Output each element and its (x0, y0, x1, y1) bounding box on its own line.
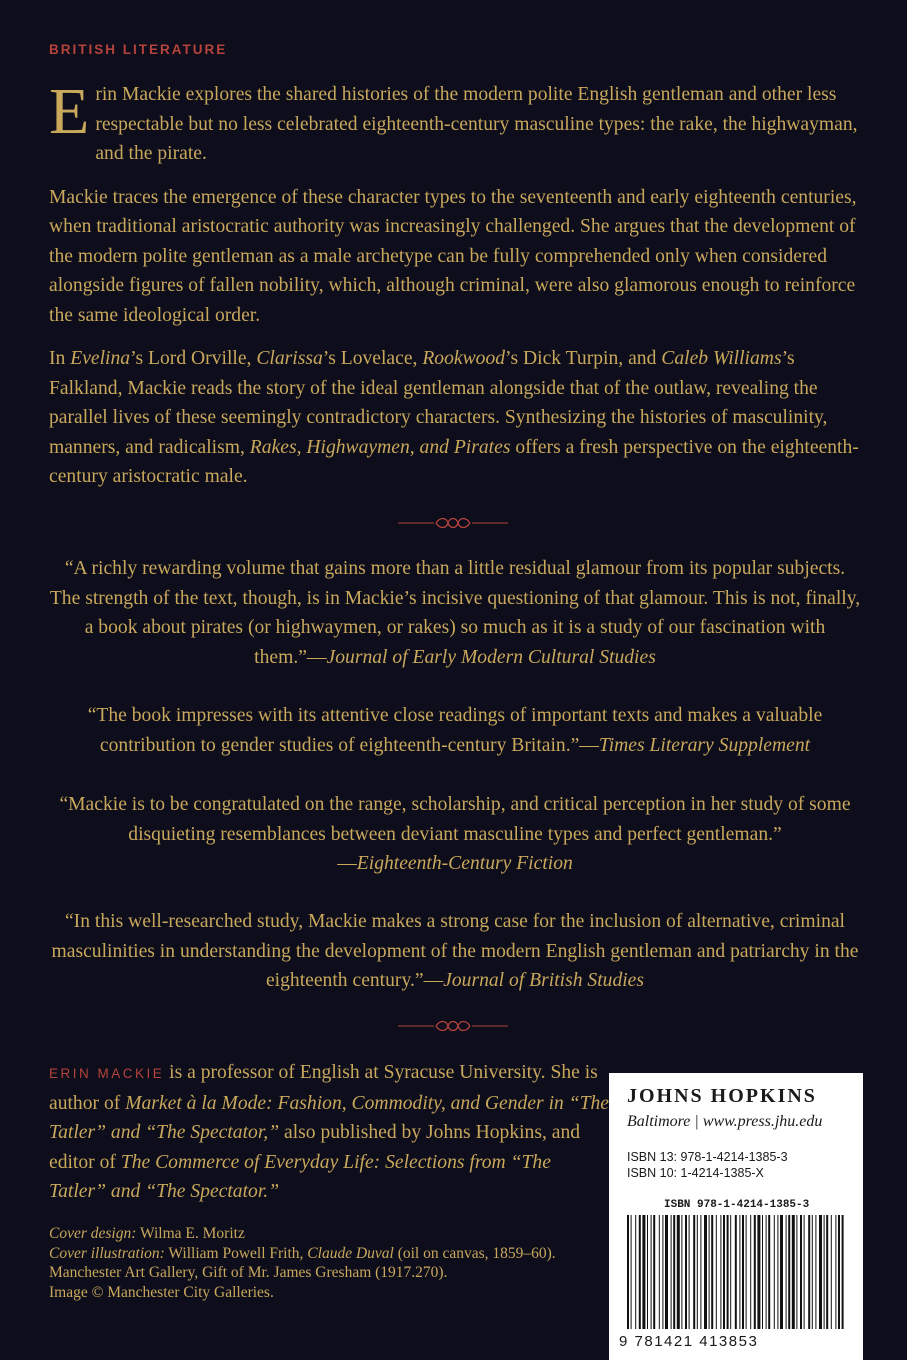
publisher-info (627, 1113, 822, 1131)
title-clarissa: Clarissa (256, 348, 323, 369)
quote-source: Eighteenth-Century Fiction (356, 853, 573, 874)
title-rookwood: Rookwood (422, 348, 506, 369)
text-span: ’s Dick Turpin, and (505, 348, 662, 369)
quote-text: “Mackie is to be congratulated on the range, scholarship, and critical perception in her study of some disquieting resemblances between deviant masculine types and perfect gentleman.” (59, 794, 851, 845)
category-label: BRITISH LITERATURE (49, 42, 228, 57)
text-span: ’s Lovelace, (322, 348, 423, 369)
publisher-name: JOHNS HOPKINS (627, 1085, 817, 1107)
text-span: ’s Falkland, Mackie reads the story of the ideal gentleman alongside that of the outlaw, revealing the parallel lives of these seemingly contradictory characters. Synthesizing the histories of masculinity, manners, and radicalism, (49, 348, 828, 458)
quote-source: Journal of Early Modern Cultural Studies (326, 646, 656, 668)
book-description (49, 75, 861, 506)
credit-design (49, 1224, 589, 1244)
review-quote (49, 907, 861, 996)
review-quote (49, 790, 861, 879)
credit-value: William Powell Frith, (164, 1244, 308, 1262)
barcode-digits: 9 781421 413853 (619, 1333, 759, 1350)
quote-dash: — (337, 853, 357, 874)
title-evelina: Evelina (70, 348, 131, 369)
isbn-10: ISBN 10: 1-4214-1385-X (627, 1166, 764, 1180)
publisher-city: Baltimore (627, 1113, 691, 1130)
credit-label: Cover illustration: (49, 1244, 165, 1262)
bio-text: is a professor of English at Syracuse University. She is author of (49, 1062, 598, 1114)
isbn-numbers (627, 1149, 788, 1181)
barcode-label: ISBN 978-1-4214-1385-3 (664, 1199, 810, 1211)
bio-text: also published by Johns Hopkins, and editor of (49, 1122, 581, 1173)
title-caleb-williams: Caleb Williams (661, 348, 782, 369)
quote-text: “A richly rewarding volume that gains more than a little residual glamour from its popular subjects. The strength of the text, though, is in Mackie’s incisive questioning of that glamour. This is not, finally, a book about pirates (or highwaymen, or rakes) so much as it is a study of our fascination with them.”— (49, 558, 861, 668)
credit-illustration (49, 1244, 589, 1264)
credit-gallery: Manchester Art Gallery, Gift of Mr. James Gresham (1917.270). (49, 1264, 448, 1281)
cover-credits (49, 1224, 589, 1302)
quote-text: “The book impresses with its attentive close readings of important texts and makes a valuable contribution to gender studies of eighteenth-century Britain.”— (87, 705, 823, 756)
quote-source: Times Literary Supplement (598, 734, 811, 756)
publisher-barcode-box (609, 1073, 863, 1360)
book-title: The Commerce of Everyday Life: Selections from “The Tatler” and “The Spectator.” (49, 1151, 551, 1202)
barcode-icon (627, 1215, 847, 1335)
description-paragraph-1 (49, 75, 861, 169)
title-rakes: Rakes, Highwaymen, and Pirates (249, 436, 511, 458)
credit-value: (oil on canvas, 1859–60). (393, 1244, 556, 1262)
author-name: ERIN MACKIE (49, 1066, 165, 1081)
ornament-divider-icon (398, 517, 508, 529)
quote-source: Journal of British Studies (443, 970, 645, 991)
review-quote (49, 701, 861, 760)
publisher-url: www.press.jhu.edu (702, 1113, 823, 1130)
book-title: Market à la Mode: Fashion, Commodity, and Gender in “The Tatler” and “The Spectator,” (49, 1092, 609, 1143)
description-paragraph-2: Mackie traces the emergence of these character types to the seventeenth and early eighteenth centuries, when traditional aristocratic authority was increasingly challenged. She argues that the development of the modern polite gentleman as a male archetype can be fully comprehended only when considered alongside figures of fallen nobility, which, although criminal, were also glamorous enough to reinforce the same ideological order. (49, 186, 857, 326)
isbn-13: ISBN 13: 978-1-4214-1385-3 (627, 1150, 788, 1164)
review-quote (49, 554, 861, 672)
quote-text: “In this well-researched study, Mackie makes a strong case for the inclusion of alternative, criminal masculinities in understanding the development of the modern English gentleman and patriarchy in the eighteenth century.”— (51, 911, 859, 991)
author-bio (49, 1058, 609, 1207)
drop-cap: E (49, 75, 90, 148)
text-span: ’s Lord Orville, (130, 348, 257, 369)
credit-label: Cover design: (49, 1225, 137, 1242)
description-paragraph-3: In Evelina’s Lord Orville, Clarissa’s Lovelace, Rookwood’s Dick Turpin, and Caleb Williams’s Falkland, Mackie reads the story of the ideal gentleman alongside that of the outlaw, revealing the parallel lives of these seemingly contradictory characters. Synthesizing the histories of masculinity, manners, and radicalism, Rakes, Highwaymen, and Pirates offers a fresh perspective on the eighteenth-century aristocratic male. (49, 348, 859, 487)
ornament-divider-icon (398, 1020, 508, 1032)
painting-title: Claude Duval (307, 1244, 394, 1262)
separator: | (690, 1113, 703, 1130)
credit-image: Image © Manchester City Galleries. (49, 1283, 274, 1301)
description-text: rin Mackie explores the shared histories of the modern polite English gentleman and other less respectable but no less celebrated eighteenth-century masculine types: the rake, the highwayman, and the pirate. (95, 84, 858, 164)
text-span: offers a fresh perspective on the eighteenth-century aristocratic male. (49, 436, 859, 487)
credit-value: Wilma E. Moritz (136, 1225, 245, 1242)
